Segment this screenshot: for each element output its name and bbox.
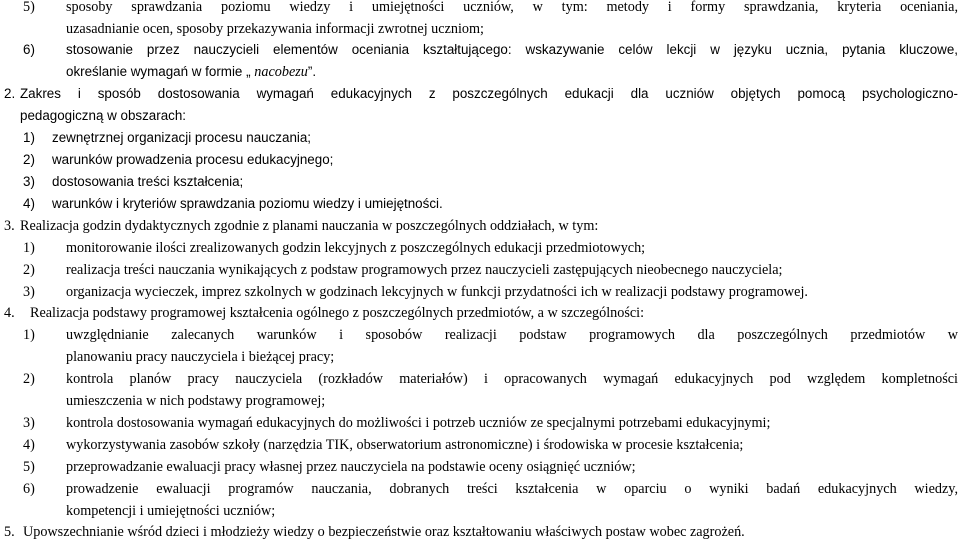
list-marker: 2) — [23, 371, 35, 387]
list-marker: 4) — [23, 196, 35, 211]
list-marker: 6) — [23, 481, 35, 497]
list-item-text: zewnętrznej organizacji procesu nauczania; — [52, 130, 312, 145]
list-item-text: organizacja wycieczek, imprez szkolnych w godzinach lekcyjnych w funkcji przydatności ich w realizacji podstawy programowej. — [66, 284, 808, 300]
list-item-text: uwzględnianie zalecanych warunków i sposobów realizacji podstaw programowych dla poszczególnych przedmiotów w — [66, 327, 958, 343]
section-number: 4. — [4, 305, 15, 321]
list-marker: 5) — [23, 459, 35, 475]
list-marker: 5) — [23, 0, 35, 15]
list-item-text: dostosowania treści kształcenia; — [52, 174, 244, 189]
list-item-text: kontrola planów pracy nauczyciela (rozkładów materiałów) i opracowanych wymagań edukacyjnych pod względem kompletności — [66, 371, 958, 387]
section-text: Zakres i sposób dostosowania wymagań edukacyjnych z poszczególnych edukacji dla uczniów objętych pomocą psychologiczno- — [20, 86, 958, 101]
list-item-text: warunków i kryteriów sprawdzania poziomu wiedzy i umiejętności. — [52, 196, 443, 211]
list-item-text: realizacja treści nauczania wynikających z podstaw programowych przez nauczycieli zastępujących nieobecnego nauczyciela; — [66, 262, 783, 278]
list-item-text-continued: uzasadnianie ocen, sposoby przekazywania informacji zwrotnej uczniom; — [66, 21, 484, 37]
list-marker: 2) — [23, 262, 35, 278]
list-marker: 1) — [23, 327, 35, 343]
list-item-text-continued: kompetencji i umiejętności uczniów; — [66, 503, 276, 519]
section-text: Upowszechnianie wśród dzieci i młodzieży wiedzy o bezpieczeństwie oraz kształtowaniu właściwych postaw wobec zagrożeń. — [23, 524, 745, 540]
list-item-text: warunków prowadzenia procesu edukacyjnego; — [52, 152, 334, 167]
section-text: Realizacja podstawy programowej kształcenia ogólnego z poszczególnych przedmiotów, a w szczególności: — [30, 305, 645, 321]
section-text-continued: pedagogiczną w obszarach: — [20, 108, 187, 123]
section-number: 3. — [4, 218, 15, 234]
list-item-text: wykorzystywania zasobów szkoły (narzędzia TIK, obserwatorium astronomiczne) i środowiska w procesie kształcenia; — [66, 437, 744, 453]
list-item-text: kontrola dostosowania wymagań edukacyjnych do możliwości i potrzeb uczniów ze specjalnymi potrzebami edukacyjnymi; — [66, 415, 771, 431]
list-item-text: przeprowadzanie ewaluacji pracy własnej przez nauczyciela na podstawie oceny osiągnięć uczniów; — [66, 459, 636, 475]
list-marker: 3) — [23, 174, 35, 189]
list-item-text: prowadzenie ewaluacji programów nauczania, dobranych treści kształcenia w oparciu o wyniki badań edukacyjnych wiedzy, — [66, 481, 958, 497]
section-text: Realizacja godzin dydaktycznych zgodnie z planami nauczania w poszczególnych oddziałach, w tym: — [20, 218, 599, 234]
list-item-text: sposoby sprawdzania poziomu wiedzy i umiejętności uczniów, w tym: metody i formy sprawdzania, kryteria oceniania, — [66, 0, 958, 15]
list-marker: 1) — [23, 130, 35, 145]
list-marker: 2) — [23, 152, 35, 167]
list-item-text: monitorowanie ilości zrealizowanych godzin lekcyjnych z poszczególnych edukacji przedmiotowych; — [66, 240, 646, 256]
list-marker: 3) — [23, 284, 35, 300]
section-number: 5. — [4, 524, 15, 540]
list-marker: 6) — [23, 42, 35, 57]
list-marker: 1) — [23, 240, 35, 256]
list-item-text-continued: planowaniu pracy nauczyciela i bieżącej pracy; — [66, 349, 335, 365]
list-marker: 4) — [23, 437, 35, 453]
section-number: 2. — [4, 86, 16, 101]
list-item-text-continued: określanie wymagań w formie „ nacobezu”. — [66, 64, 317, 80]
list-item-text-continued: umieszczenia w nich podstawy programowej; — [66, 393, 326, 409]
list-marker: 3) — [23, 415, 35, 431]
list-item-text: stosowanie przez nauczycieli elementów oceniania kształtującego: wskazywanie celów lekcji w języku ucznia, pytania kluczowe, — [66, 42, 958, 57]
